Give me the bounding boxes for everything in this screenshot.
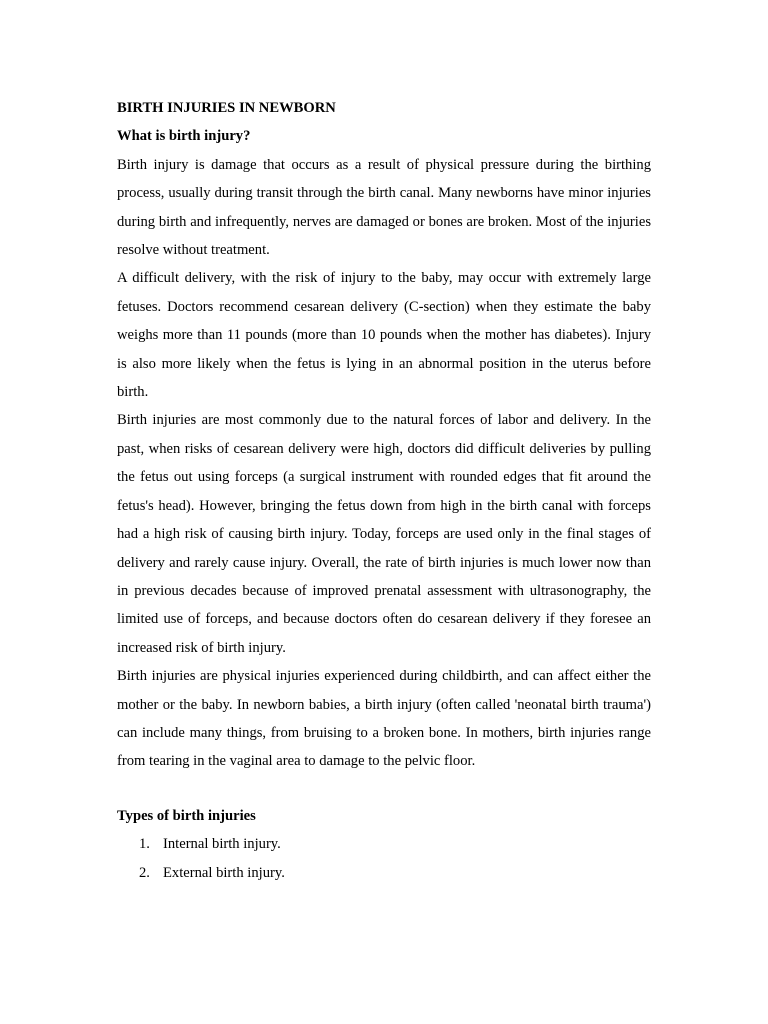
- paragraph-3: Birth injuries are most commonly due to the natural forces of labor and delivery. In the past, when risks of cesarean delivery were high, doctors did difficult deliveries by pulling the fetus out using forceps (a surgical instrument with rounded edges that fit around the fetus's head). However, bringing the fetus down from high in the birth canal with forceps had a high risk of causing birth injury. Today, forceps are used only in the final stages of delivery and rarely cause injury. Overall, the rate of birth injuries is much lower now than in previous decades because of improved prenatal assessment with ultrasonography, the limited use of forceps, and because doctors often do cesarean delivery if they foresee an increased risk of birth injury.: [117, 412, 651, 656]
- section-subheading: What is birth injury?: [117, 128, 251, 145]
- list-item-number: 1.: [139, 836, 150, 853]
- list-item-number: 2.: [139, 864, 150, 881]
- types-heading: Types of birth injuries: [117, 807, 256, 824]
- document-page: [117, 94, 651, 887]
- paragraph-1: Birth injury is damage that occurs as a result of physical pressure during the birthing process, usually during transit through the birth canal. Many newborns have minor injuries during birth and infrequently, nerves are damaged or bones are broken. Most of the injuries resolve without treatment.: [117, 156, 651, 259]
- paragraph-2: A difficult delivery, with the risk of injury to the baby, may occur with extremely large fetuses. Doctors recommend cesarean delivery (C-section) when they estimate the baby weighs more than 11 pounds (more than 10 pounds when the mother has diabetes). Injury is also more likely when the fetus is lying in an abnormal position in the uterus before birth.: [117, 270, 651, 401]
- paragraph-4: Birth injuries are physical injuries experienced during childbirth, and can affect either the mother or the baby. In newborn babies, a birth injury (often called 'neonatal birth trauma') can include many things, from bruising to a broken bone. In mothers, birth injuries range from tearing in the vaginal area to damage to the pelvic floor.: [117, 668, 651, 770]
- document-title: BIRTH INJURIES IN NEWBORN: [117, 100, 336, 116]
- list-item-text: External birth injury.: [163, 864, 285, 881]
- list-item: [117, 859, 651, 887]
- list-item: [117, 830, 651, 858]
- types-list: [117, 830, 651, 887]
- list-item-text: Internal birth injury.: [163, 836, 281, 853]
